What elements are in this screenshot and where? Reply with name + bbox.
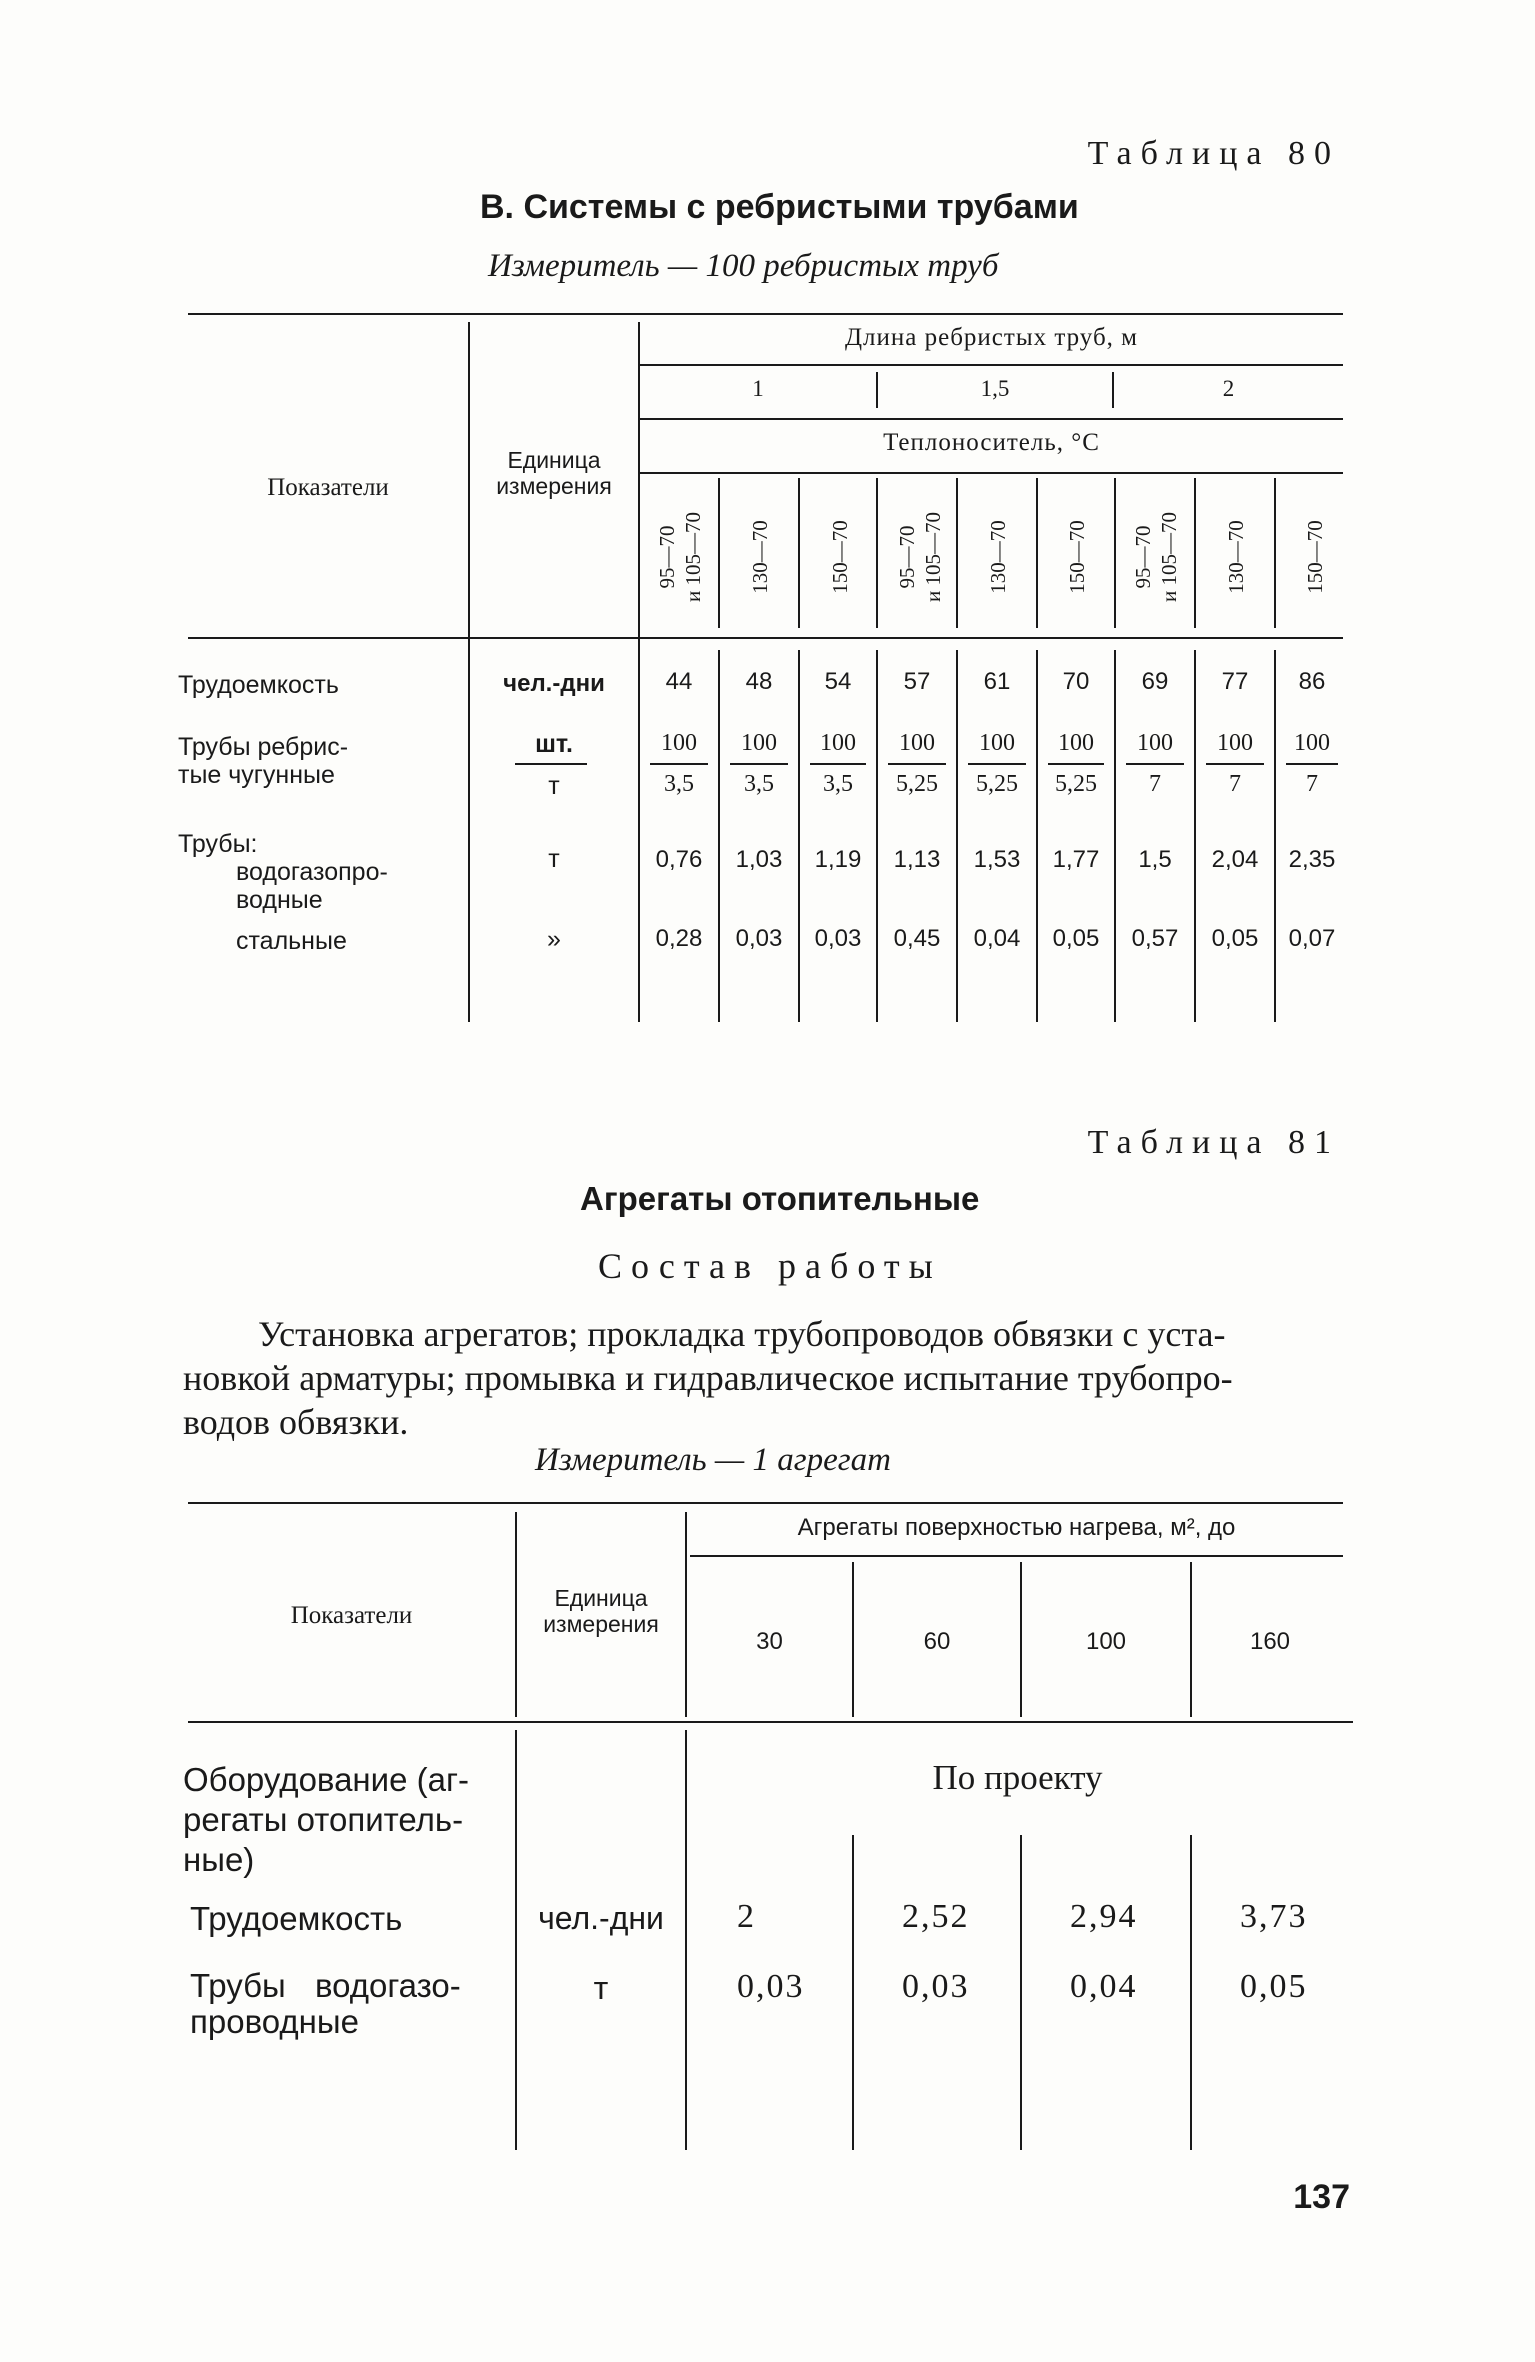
row-pipes: Трубы: водогазопро- водные [178, 830, 388, 914]
row-labor: Трудоемкость [178, 671, 339, 699]
table80-measure: Измеритель — 100 ребристых труб [488, 248, 999, 284]
table-cell: 0,57 [1131, 925, 1179, 952]
table-cell: 3,5 [823, 771, 853, 797]
table-cell: 48 [745, 668, 773, 695]
fraction-line [1048, 763, 1104, 765]
header-surface: Агрегаты поверхностью нагрева, м², до [797, 1514, 1236, 1541]
table-cell: 1,5 [1138, 846, 1172, 873]
unit-steel: » [547, 925, 561, 953]
table-cell: 100 [661, 730, 697, 756]
temp-label: 95—70 и 105—70 [895, 512, 945, 602]
table-cell: 5,25 [896, 771, 938, 797]
header-indicators: Показатели [290, 1602, 413, 1629]
header-unit: Единица измерения [496, 447, 612, 499]
fraction-line [1126, 763, 1184, 765]
table-cell: 86 [1298, 668, 1326, 695]
temp-label: 150—70 [828, 520, 852, 594]
table-cell: 1,13 [893, 846, 941, 873]
fraction-line [730, 763, 788, 765]
fraction-line [1286, 763, 1338, 765]
unit-labor: чел.-дни [538, 1900, 664, 1936]
value-by-project: По проекту [932, 1758, 1103, 1797]
table-cell: 0,05 [1052, 925, 1100, 952]
size-160: 160 [1249, 1628, 1291, 1655]
table-cell: 100 [899, 730, 935, 756]
fraction-line [1206, 763, 1264, 765]
header-coolant: Теплоноситель, °С [883, 429, 1100, 456]
table-cell: 1,77 [1052, 846, 1100, 873]
table80-section-title: В. Системы с ребристыми трубами [480, 188, 1079, 226]
table-cell: 0,04 [973, 925, 1021, 952]
row-steel: стальные [236, 927, 347, 955]
table-cell: 2 [737, 1898, 756, 1935]
unit-pipes: т [548, 845, 560, 873]
table-cell: 2,35 [1288, 846, 1336, 873]
table-cell: 2,94 [1070, 1898, 1138, 1935]
fraction-line [968, 763, 1026, 765]
table-cell: 3,5 [744, 771, 774, 797]
fraction-line [810, 763, 866, 765]
table-cell: 0,05 [1211, 925, 1259, 952]
table-cell: 100 [1294, 730, 1330, 756]
table-cell: 3,73 [1240, 1898, 1308, 1935]
table-cell: 0,07 [1288, 925, 1336, 952]
table-cell: 5,25 [976, 771, 1018, 797]
header-indicators: Показатели [267, 474, 389, 501]
table-cell: 77 [1221, 668, 1249, 695]
table-cell: 0,03 [902, 1968, 970, 2005]
table-cell: 100 [1217, 730, 1253, 756]
table-cell: 61 [983, 668, 1011, 695]
page-number: 137 [1293, 2178, 1350, 2216]
size-100: 100 [1085, 1628, 1127, 1655]
fraction-line [888, 763, 946, 765]
table-cell: 54 [824, 668, 852, 695]
table-cell: 69 [1141, 668, 1169, 695]
row-equipment: Оборудование (аг- регаты отопитель- ные) [183, 1761, 469, 1878]
table-cell: 1,03 [735, 846, 783, 873]
temp-label: 95—70 и 105—70 [1131, 512, 1181, 602]
header-unit: Единица измерения [543, 1585, 659, 1637]
temp-label: 95—70 и 105—70 [655, 512, 705, 602]
table-cell: 3,5 [664, 771, 694, 797]
table-cell: 7 [1149, 771, 1161, 797]
table81-measure: Измеритель — 1 агрегат [535, 1442, 891, 1478]
unit-pipes: т [593, 1970, 609, 2006]
temp-label: 130—70 [986, 520, 1010, 594]
table-cell: 100 [741, 730, 777, 756]
table-cell: 1,19 [814, 846, 862, 873]
table-cell: 0,03 [814, 925, 862, 952]
table-cell: 100 [1058, 730, 1094, 756]
table-cell: 0,28 [655, 925, 703, 952]
table-cell: 2,52 [902, 1898, 970, 1935]
table-cell: 0,03 [735, 925, 783, 952]
unit-finned-bottom: т [548, 772, 560, 800]
table-cell: 0,05 [1240, 1968, 1308, 2005]
table-cell: 44 [665, 668, 693, 695]
table-cell: 57 [903, 668, 931, 695]
unit-labor: чел.-дни [503, 670, 605, 697]
table-cell: 7 [1229, 771, 1241, 797]
table-cell: 0,04 [1070, 1968, 1138, 2005]
row-pipes: Трубы водогазо- проводные [190, 1967, 461, 2040]
table-cell: 2,04 [1211, 846, 1259, 873]
fraction-line [650, 763, 708, 765]
temp-label: 150—70 [1065, 520, 1089, 594]
unit-finned-top: шт. [535, 730, 573, 758]
size-60: 60 [923, 1628, 951, 1655]
temp-label: 130—70 [1224, 520, 1248, 594]
table-cell: 0,03 [737, 1968, 805, 2005]
table-cell: 70 [1062, 668, 1090, 695]
table81-label: Таблица 81 [1087, 1124, 1340, 1161]
length-1: 1 [752, 376, 764, 401]
composition-title: Состав работы [598, 1246, 942, 1286]
table-cell: 5,25 [1055, 771, 1097, 797]
table-cell: 7 [1306, 771, 1318, 797]
table-cell: 100 [820, 730, 856, 756]
size-30: 30 [756, 1628, 783, 1655]
length-1-5: 1,5 [980, 376, 1010, 401]
temp-label: 150—70 [1303, 520, 1327, 594]
table-cell: 0,76 [655, 846, 703, 873]
table-cell: 1,53 [973, 846, 1021, 873]
length-2: 2 [1222, 376, 1235, 401]
table-cell: 0,45 [893, 925, 941, 952]
row-labor: Трудоемкость [190, 1900, 403, 1937]
table-cell: 100 [1137, 730, 1173, 756]
row-finned-pipes: Трубы ребрис- тые чугунные [178, 733, 349, 789]
table81-title: Агрегаты отопительные [580, 1180, 980, 1217]
header-length: Длина ребристых труб, м [844, 324, 1138, 351]
composition-text: Установка агрегатов; прокладка трубопроводов обвязки с уста- новкой арматуры; промывка и гидравлическое испытание трубопро- водов обвязки. [183, 1314, 1233, 1442]
table80-label: Таблица 80 [1087, 135, 1340, 172]
temp-label: 130—70 [748, 520, 772, 594]
table-cell: 100 [979, 730, 1015, 756]
